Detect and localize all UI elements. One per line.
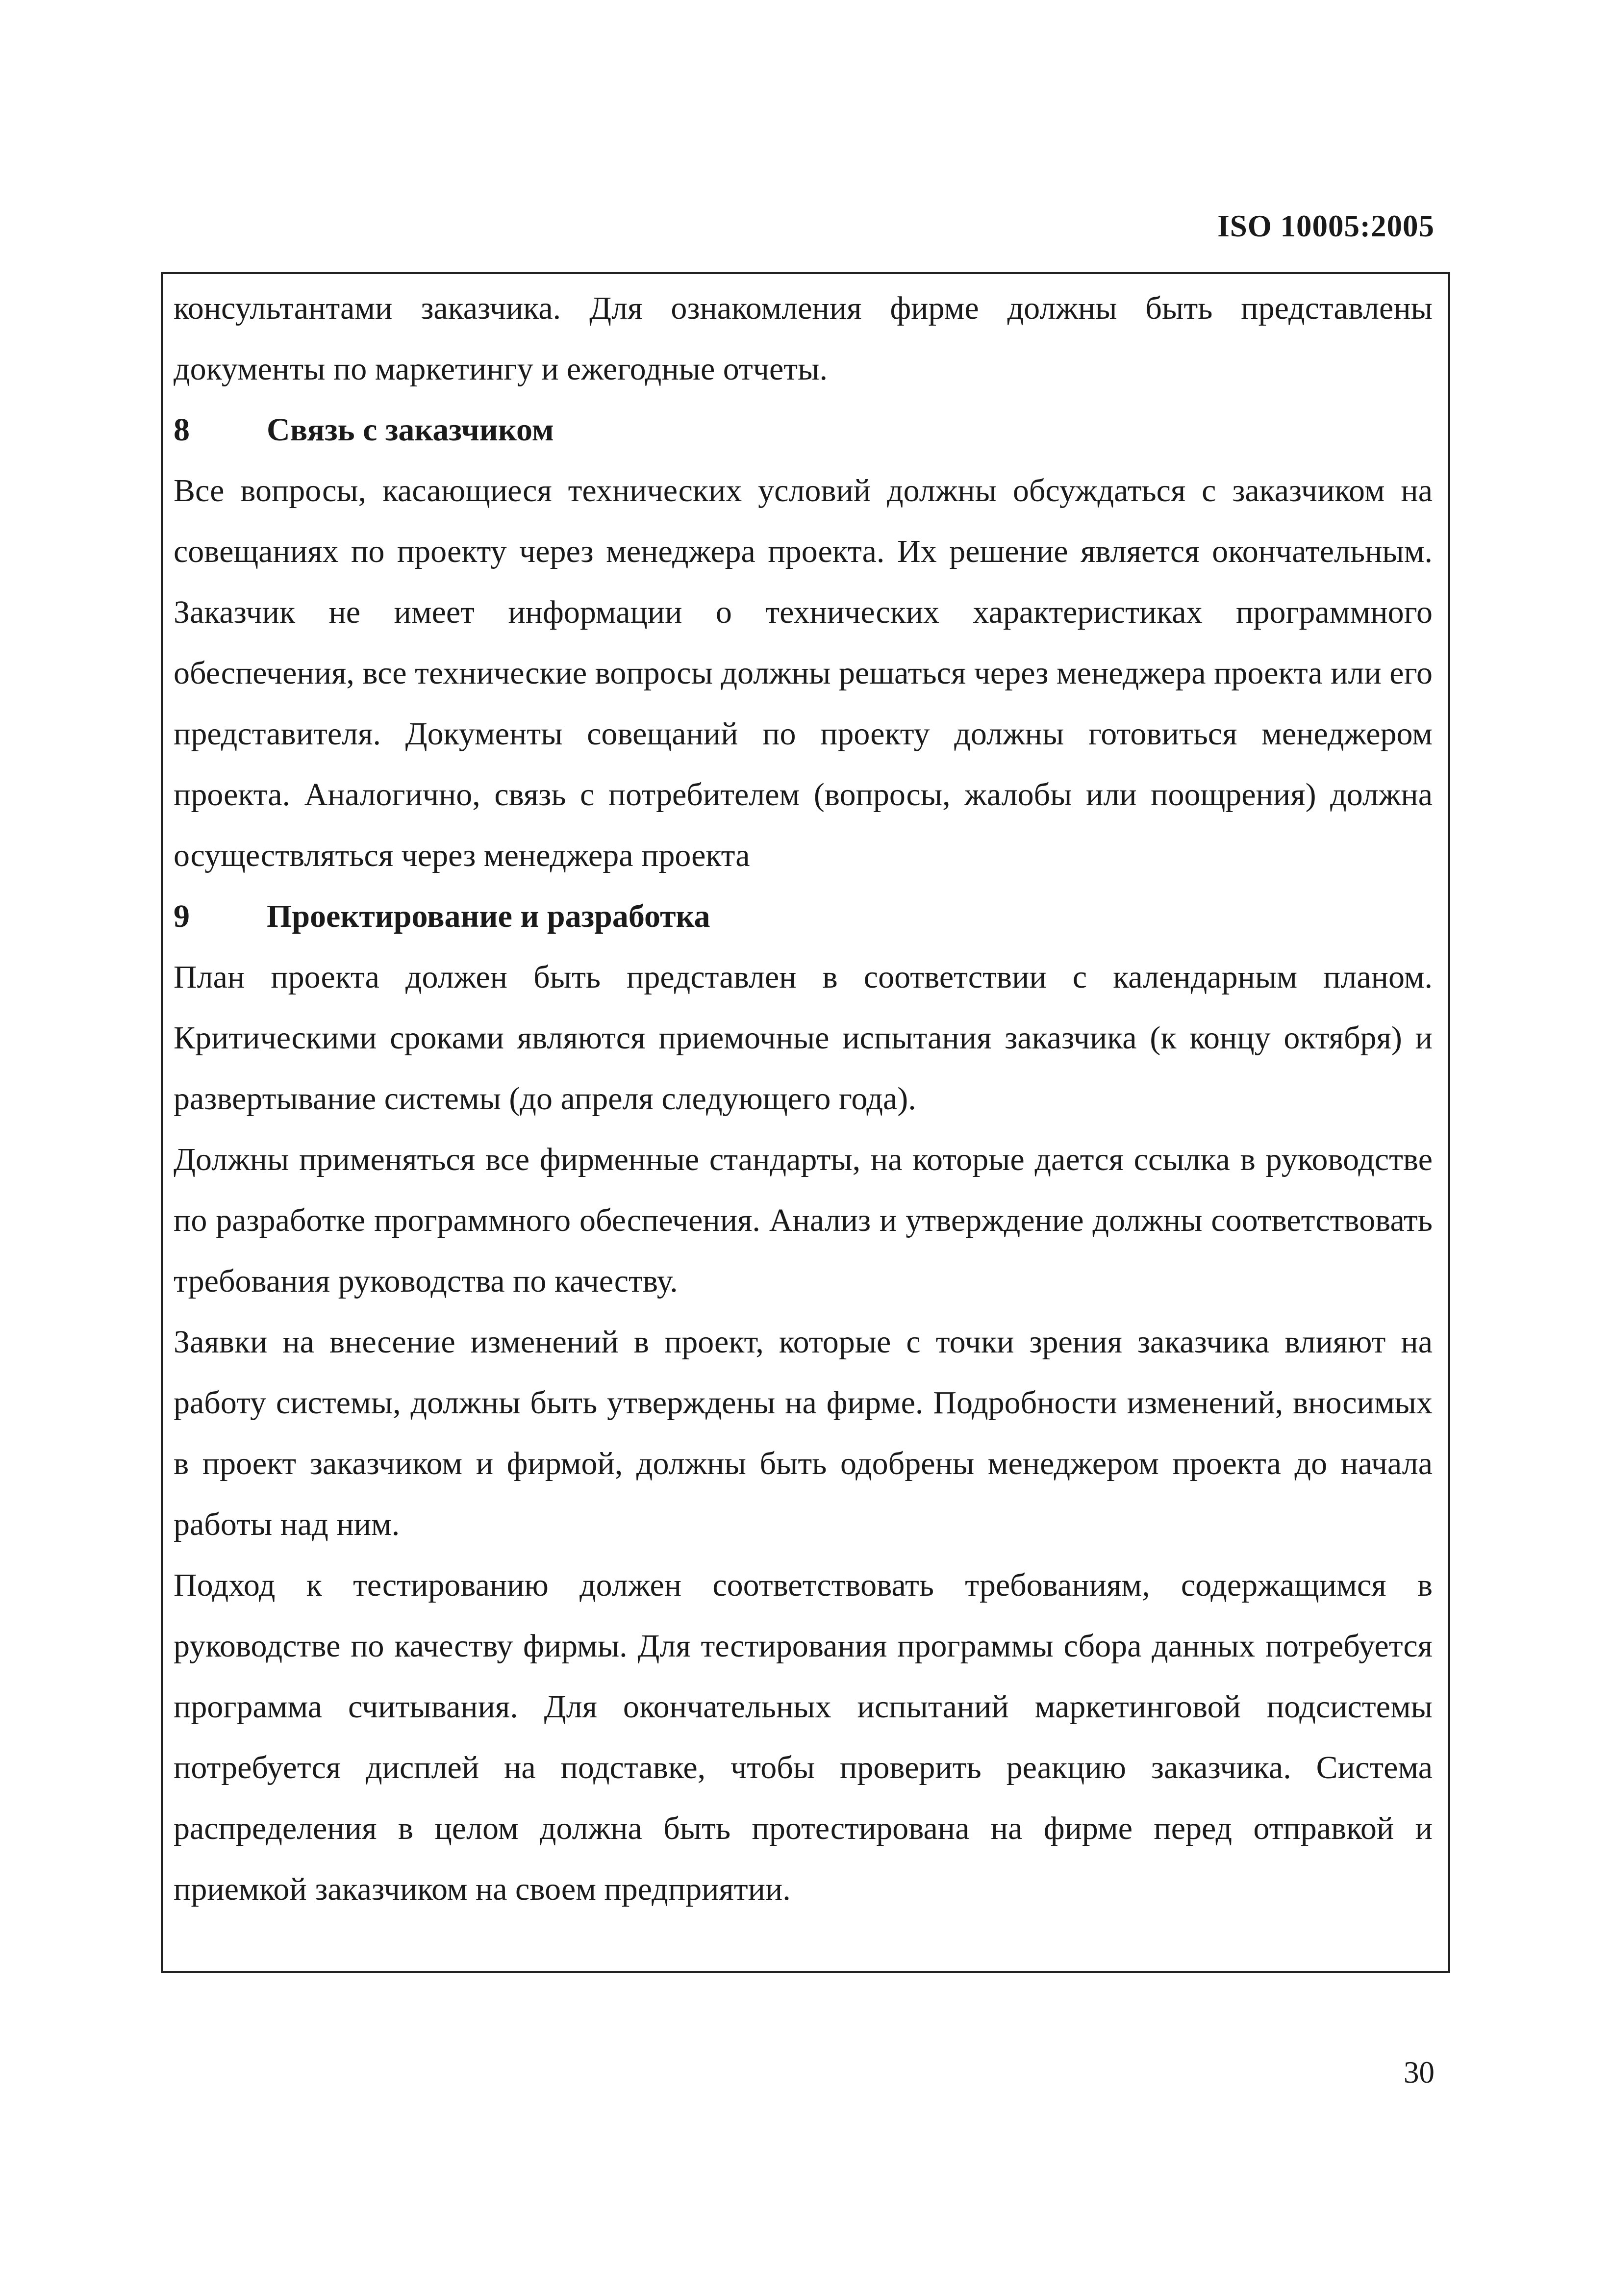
section-9-paragraph-1: План проекта должен быть представлен в соответствии с календарным планом. Критическими сроками являются приемочные испытания заказчика (к концу октября) и развертывание системы (до апреля следующего года). <box>174 959 1433 1117</box>
section-9-heading <box>174 886 1433 947</box>
section-number: 8 <box>174 412 190 448</box>
page-number: 30 <box>1404 2055 1435 2090</box>
intro-paragraph: консультантами заказчика. Для ознакомления фирме должны быть представлены документы по маркетингу и ежегодные отчеты. <box>174 290 1433 387</box>
section-9-paragraph-3: Заявки на внесение изменений в проект, которые с точки зрения заказчика влияют на работу системы, должны быть утверждены на фирме. Подробности изменений, вносимых в проект заказчиком и фирмой, должны быть одобрены менеджером проекта до начала работы над ним. <box>174 1324 1433 1542</box>
document-standard-id: ISO 10005:2005 <box>1217 209 1435 243</box>
section-title: Проектирование и разработка <box>267 898 710 934</box>
section-9-paragraph-2: Должны применяться все фирменные стандарты, на которые дается ссылка в руководстве по разработке программного обеспечения. Анализ и утверждение должны соответствовать требования руководства по качеству. <box>174 1142 1433 1299</box>
section-8-heading <box>174 400 1433 460</box>
section-number: 9 <box>174 898 190 934</box>
section-title: Связь с заказчиком <box>267 412 554 448</box>
section-9-paragraph-4: Подход к тестированию должен соответствовать требованиям, содержащимся в руководстве по качеству фирмы. Для тестирования программы сбора данных потребуется программа считывания. Для окончательных испытаний маркетинговой подсистемы потребуется дисплей на подставке, чтобы проверить реакцию заказчика. Система распределения в целом должна быть протестирована на фирме перед отправкой и приемкой заказчиком на своем предприятии. <box>174 1567 1433 1907</box>
section-8-paragraph: Все вопросы, касающиеся технических условий должны обсуждаться с заказчиком на совещаниях по проекту через менеджера проекта. Их решение является окончательным. Заказчик не имеет информации о технических характеристиках программного обеспечения, все технические вопросы должны решаться через менеджера проекта или его представителя. Документы совещаний по проекту должны готовиться менеджером проекта. Аналогично, связь с потребителем (вопросы, жалобы или поощрения) должна осуществляться через менеджера проекта <box>174 473 1433 873</box>
content-frame <box>161 272 1450 1973</box>
